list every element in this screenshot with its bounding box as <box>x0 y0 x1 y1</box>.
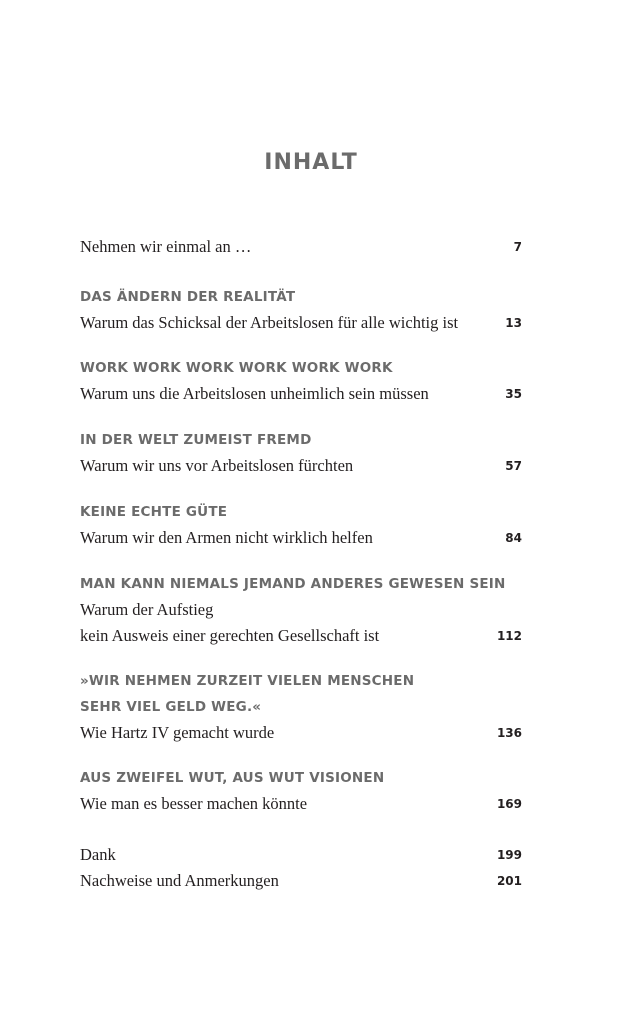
page-number: 84 <box>505 531 522 545</box>
entry-title: Nehmen wir einmal an … <box>80 237 252 256</box>
toc-line <box>80 842 522 868</box>
toc-line <box>80 453 522 479</box>
page-number: 136 <box>496 726 522 740</box>
page-number: 57 <box>505 459 522 473</box>
toc-line <box>80 381 522 407</box>
page-number: 7 <box>513 240 522 254</box>
chapter-heading: IN DER WELT ZUMEIST FREMD <box>80 432 312 448</box>
toc-entry <box>80 842 522 894</box>
page-number: 112 <box>496 629 522 643</box>
page-number: 35 <box>505 387 522 401</box>
chapter-heading: MAN KANN NIEMALS JEMAND ANDERES GEWESEN SEIN <box>80 576 506 592</box>
entry-title: Warum das Schicksal der Arbeitslosen für alle wichtig ist <box>80 313 459 332</box>
toc-entry <box>80 571 522 649</box>
toc-entry <box>80 234 522 260</box>
chapter-heading: KEINE ECHTE GÜTE <box>80 504 228 520</box>
toc-line <box>80 791 522 817</box>
toc-line <box>80 525 522 551</box>
entry-title: Warum wir uns vor Arbeitslosen fürchten <box>80 456 354 475</box>
toc-line <box>80 720 522 746</box>
toc-entry <box>80 765 522 817</box>
toc-entry <box>80 427 522 479</box>
entry-title: Dank <box>80 845 116 864</box>
chapter-heading-line-2: SEHR VIEL GELD WEG.« <box>80 699 262 715</box>
entry-title: Wie Hartz IV gemacht wurde <box>80 723 275 742</box>
toc-entry <box>80 355 522 407</box>
chapter-heading: AUS ZWEIFEL WUT, AUS WUT VISIONEN <box>80 770 385 786</box>
chapter-heading-line-1: »WIR NEHMEN ZURZEIT VIELEN MENSCHEN <box>80 673 415 689</box>
toc-line <box>80 234 522 260</box>
page-number: 13 <box>505 316 522 330</box>
toc-entry <box>80 668 522 746</box>
toc-line <box>80 597 522 623</box>
entry-title: Warum uns die Arbeitslosen unheimlich sein müssen <box>80 384 429 403</box>
entry-title-line-1: Warum der Aufstieg <box>80 600 214 619</box>
page-number: 201 <box>496 874 522 888</box>
entry-title: Warum wir den Armen nicht wirklich helfen <box>80 528 373 547</box>
chapter-heading: WORK WORK WORK WORK WORK WORK <box>80 360 393 376</box>
page-number: 199 <box>496 848 522 862</box>
toc-line <box>80 868 522 894</box>
toc-line <box>80 310 522 336</box>
chapter-heading: DAS ÄNDERN DER REALITÄT <box>80 289 296 305</box>
toc-entry <box>80 499 522 551</box>
page-number: 169 <box>496 797 522 811</box>
entry-title: Nachweise und Anmerkungen <box>80 871 279 890</box>
toc-title: INHALT <box>264 150 358 175</box>
toc-entry <box>80 284 522 336</box>
entry-title: Wie man es besser machen könnte <box>80 794 308 813</box>
entry-title-line-2: kein Ausweis einer gerechten Gesellschaft ist <box>80 626 380 645</box>
toc-line <box>80 623 522 649</box>
